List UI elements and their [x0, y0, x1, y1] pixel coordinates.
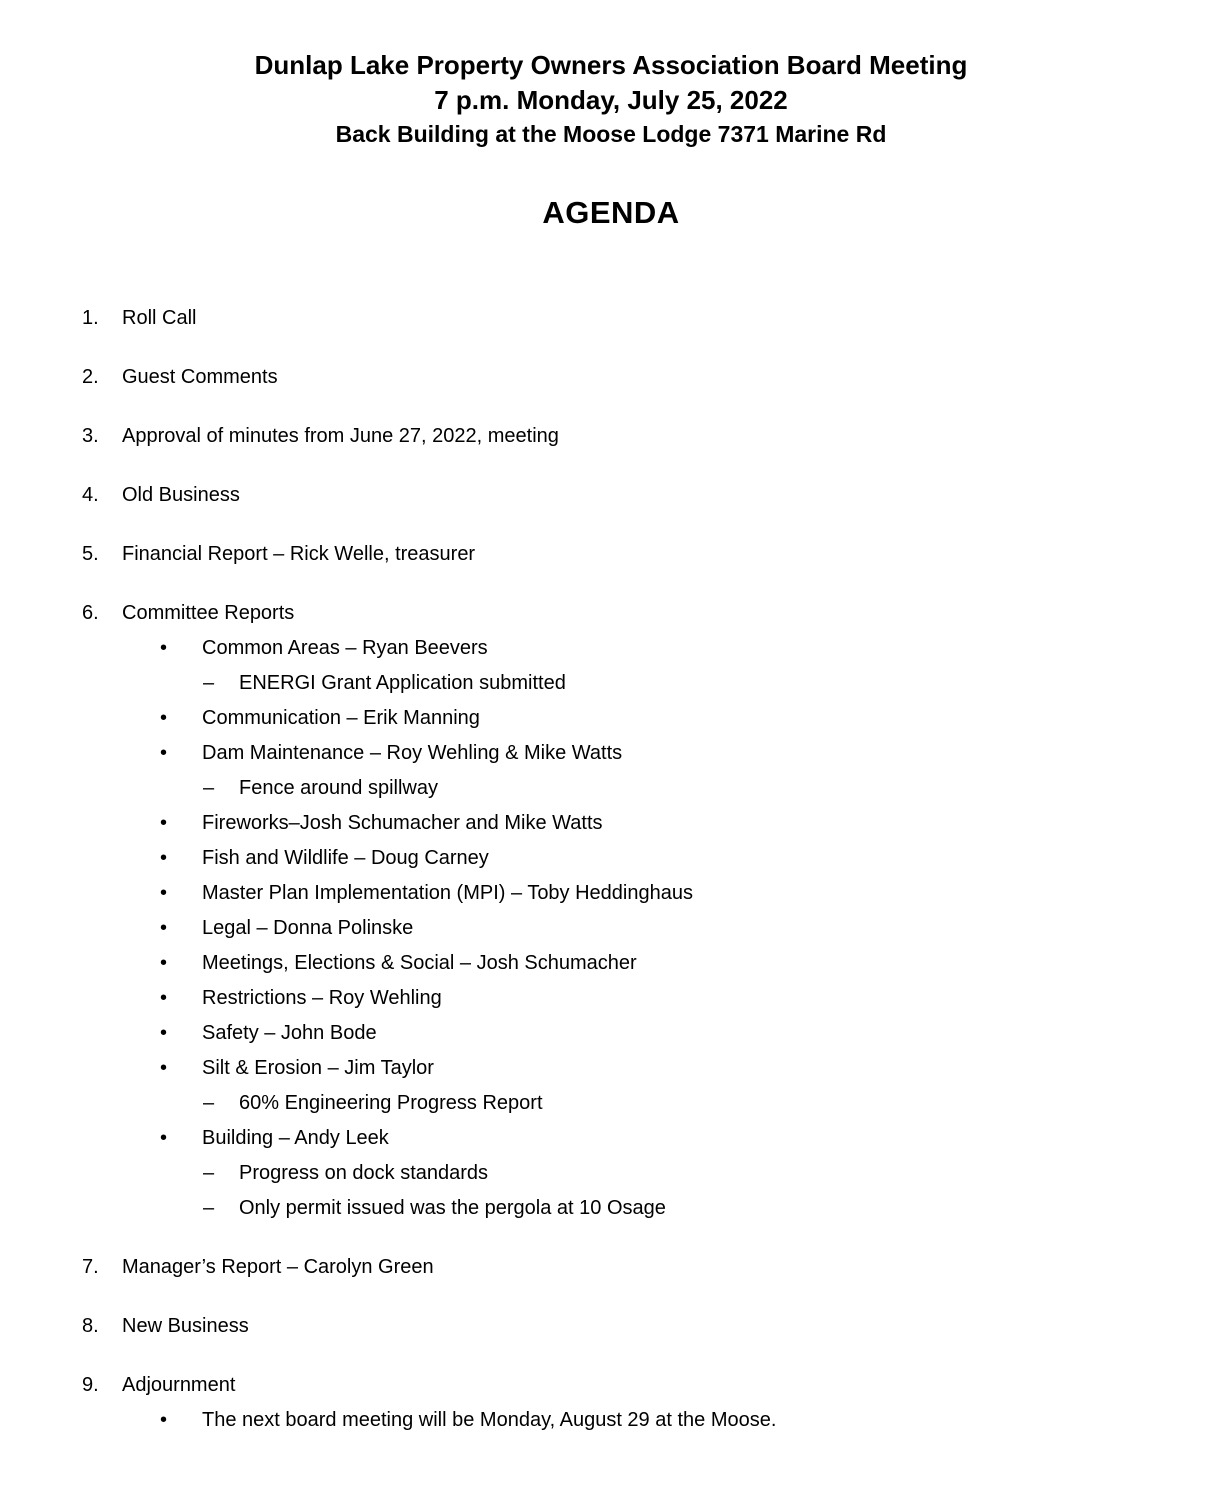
agenda-bullet-text: Common Areas – Ryan Beevers — [202, 637, 488, 659]
agenda-subitem-text: ENERGI Grant Application submitted — [239, 672, 566, 694]
agenda-subitem — [82, 771, 1182, 806]
agenda-subitem-text: Fence around spillway — [239, 777, 438, 799]
agenda-bullet — [82, 911, 1182, 946]
agenda-bullet-text: Fireworks–Josh Schumacher and Mike Watts — [202, 812, 603, 834]
agenda-bullet-text: Meetings, Elections & Social – Josh Schumacher — [202, 952, 637, 974]
agenda-bullet — [82, 736, 1182, 771]
dash-icon: – — [203, 672, 215, 694]
bullet-icon: • — [160, 1127, 168, 1149]
agenda-bullet-text: Safety – John Bode — [202, 1022, 377, 1044]
agenda-item-row — [82, 1250, 1182, 1285]
bullet-icon: • — [160, 1057, 168, 1079]
agenda-item-number: 7. — [82, 1256, 99, 1278]
agenda-item-text: Adjournment — [122, 1374, 236, 1396]
bullet-icon: • — [160, 1409, 168, 1431]
agenda-bullet-text: Silt & Erosion – Jim Taylor — [202, 1057, 434, 1079]
agenda-bullet — [82, 806, 1182, 841]
agenda-heading: AGENDA — [542, 195, 680, 230]
dash-icon: – — [203, 1162, 215, 1184]
agenda-item-row — [82, 360, 1182, 395]
agenda-item — [82, 1250, 1182, 1285]
bullet-icon: • — [160, 707, 168, 729]
agenda-item-row — [82, 537, 1182, 572]
agenda-bullet-text: The next board meeting will be Monday, August 29 at the Moose. — [202, 1409, 777, 1431]
agenda-item-row — [82, 1368, 1182, 1403]
agenda-bullet-text: Dam Maintenance – Roy Wehling & Mike Watts — [202, 742, 623, 764]
document-header — [0, 0, 1222, 231]
agenda-item — [82, 419, 1182, 454]
agenda-bullet-text: Legal – Donna Polinske — [202, 917, 414, 939]
bullet-icon: • — [160, 847, 168, 869]
dash-icon: – — [203, 1197, 215, 1219]
agenda-subitem — [82, 1086, 1182, 1121]
agenda-item-text: Financial Report – Rick Welle, treasurer — [122, 543, 476, 565]
agenda-item-number: 9. — [82, 1374, 99, 1396]
meeting-location: Back Building at the Moose Lodge 7371 Marine Rd — [335, 121, 887, 147]
agenda-bullet-text: Building – Andy Leek — [202, 1127, 389, 1149]
agenda-bullet-text: Fish and Wildlife – Doug Carney — [202, 847, 489, 869]
agenda-item — [82, 1368, 1182, 1438]
bullet-icon: • — [160, 952, 168, 974]
agenda-bullet-text: Restrictions – Roy Wehling — [202, 987, 442, 1009]
agenda-bullet — [82, 981, 1182, 1016]
bullet-icon: • — [160, 882, 168, 904]
agenda-subitem-text: Only permit issued was the pergola at 10 Osage — [239, 1197, 666, 1219]
agenda-item-number: 8. — [82, 1315, 99, 1337]
agenda-item-text: Committee Reports — [122, 602, 295, 624]
agenda-item — [82, 478, 1182, 513]
agenda-bullet — [82, 876, 1182, 911]
agenda-item-text: Guest Comments — [122, 366, 278, 388]
agenda-subitem — [82, 1156, 1182, 1191]
bullet-icon: • — [160, 917, 168, 939]
agenda-item-row — [82, 1309, 1182, 1344]
agenda-item — [82, 1309, 1182, 1344]
bullet-icon: • — [160, 987, 168, 1009]
agenda-item-text: Old Business — [122, 484, 240, 506]
agenda-item-text: Manager’s Report – Carolyn Green — [122, 1256, 434, 1278]
agenda-item — [82, 537, 1182, 572]
agenda-item — [82, 596, 1182, 1226]
agenda-bullet — [82, 1403, 1182, 1438]
agenda-bullet — [82, 1121, 1182, 1156]
agenda-list — [0, 301, 1222, 1438]
agenda-item-text: Approval of minutes from June 27, 2022, meeting — [122, 425, 559, 447]
agenda-item-row — [82, 596, 1182, 631]
dash-icon: – — [203, 777, 215, 799]
agenda-item-number: 3. — [82, 425, 99, 447]
agenda-item-number: 6. — [82, 602, 99, 624]
agenda-bullet — [82, 631, 1182, 666]
agenda-subitem — [82, 666, 1182, 701]
agenda-item-text: Roll Call — [122, 307, 197, 329]
agenda-item-number: 2. — [82, 366, 99, 388]
agenda-item-text: New Business — [122, 1315, 249, 1337]
agenda-item-number: 5. — [82, 543, 99, 565]
agenda-bullet-text: Communication – Erik Manning — [202, 707, 480, 729]
agenda-subitem-text: Progress on dock standards — [239, 1162, 489, 1184]
agenda-bullet — [82, 1051, 1182, 1086]
agenda-bullet — [82, 841, 1182, 876]
bullet-icon: • — [160, 812, 168, 834]
agenda-item — [82, 360, 1182, 395]
meeting-title: Dunlap Lake Property Owners Association Board Meeting — [254, 50, 968, 80]
agenda-item-row — [82, 301, 1182, 336]
agenda-bullet — [82, 946, 1182, 981]
agenda-item-row — [82, 478, 1182, 513]
agenda-subitem-text: 60% Engineering Progress Report — [239, 1092, 543, 1114]
bullet-icon: • — [160, 742, 168, 764]
bullet-icon: • — [160, 1022, 168, 1044]
dash-icon: – — [203, 1092, 215, 1114]
meeting-datetime: 7 p.m. Monday, July 25, 2022 — [434, 85, 788, 115]
agenda-bullet-text: Master Plan Implementation (MPI) – Toby Heddinghaus — [202, 882, 693, 904]
agenda-subitem — [82, 1191, 1182, 1226]
agenda-item — [82, 301, 1182, 336]
agenda-item-number: 1. — [82, 307, 99, 329]
agenda-bullet — [82, 701, 1182, 736]
agenda-bullet — [82, 1016, 1182, 1051]
agenda-item-row — [82, 419, 1182, 454]
agenda-item-number: 4. — [82, 484, 99, 506]
bullet-icon: • — [160, 637, 168, 659]
